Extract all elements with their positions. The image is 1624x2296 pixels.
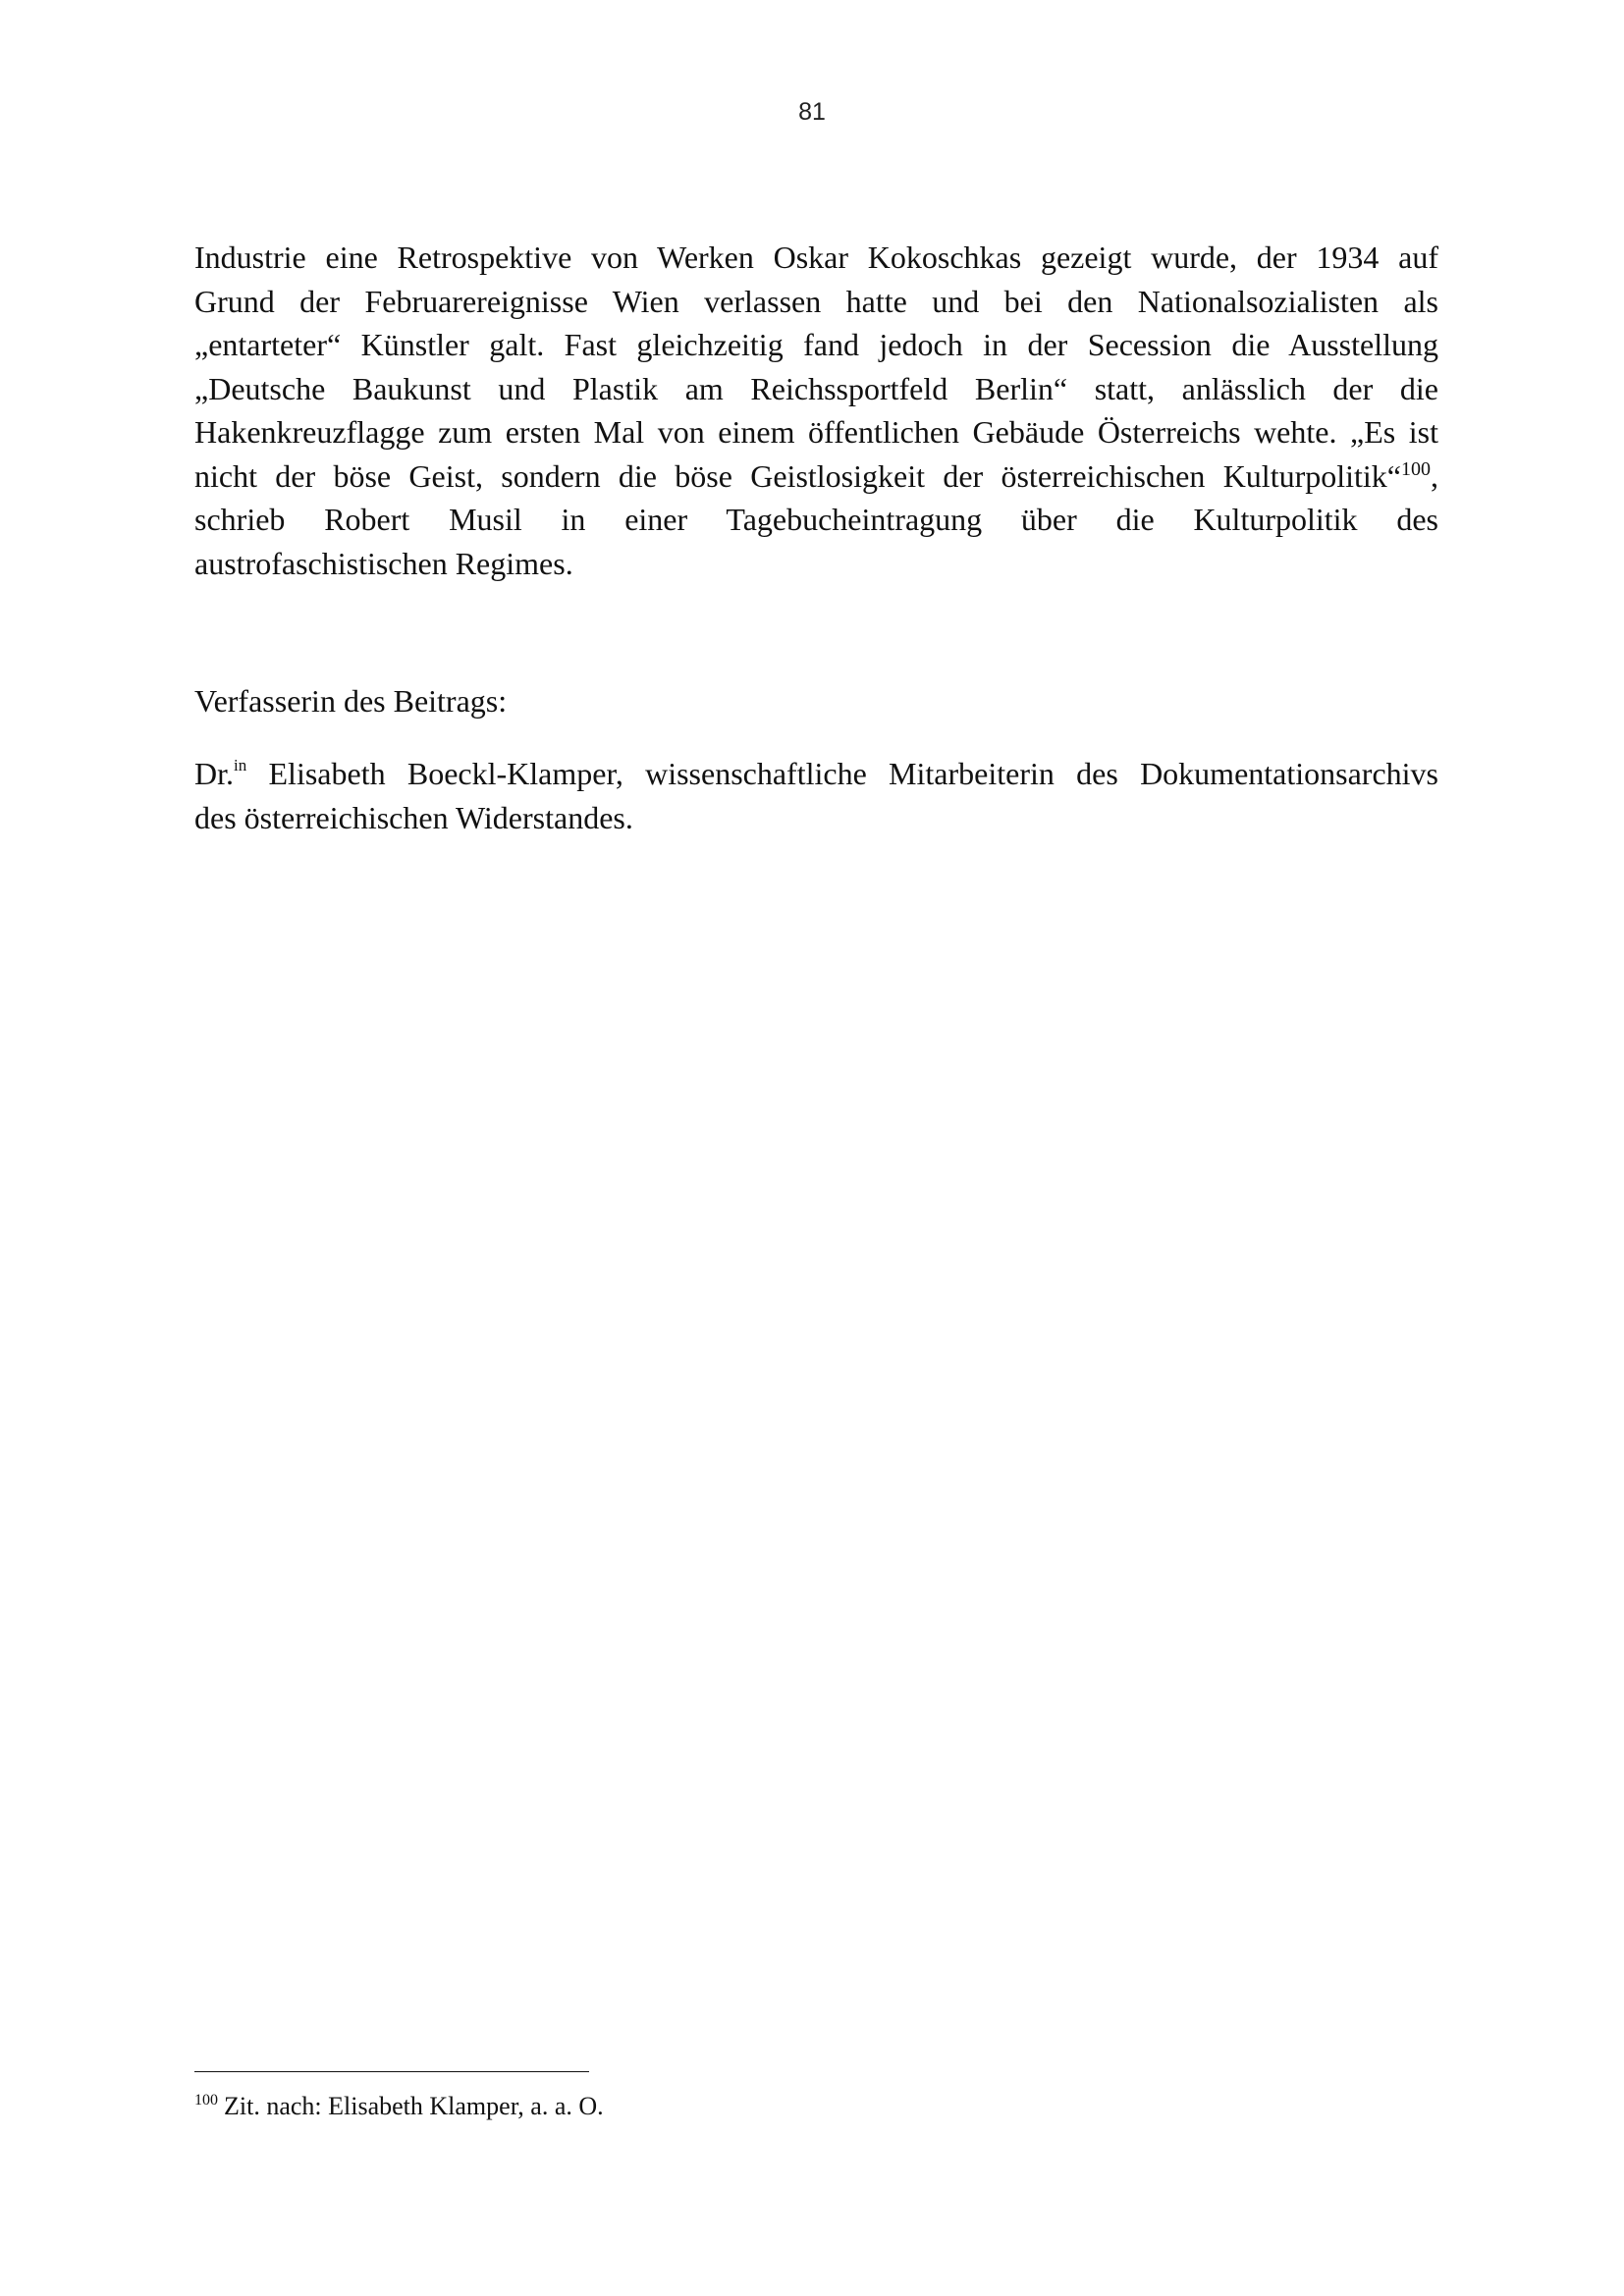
- paragraph-line: austrofaschistischen Regimes.: [194, 545, 573, 581]
- author-heading: Verfasserin des Beitrags:: [194, 683, 508, 719]
- footnote-reference[interactable]: 100: [1401, 457, 1431, 480]
- paragraph-line-with-footnote: [194, 454, 1438, 499]
- paragraph-line: Hakenkreuzflagge zum ersten Mal von einem öffentlichen Gebäude Österreichs wehte. „Es ist: [194, 414, 1438, 450]
- paragraph-line: „entarteter“ Künstler galt. Fast gleichzeitig fand jedoch in der Secession die Ausstellung: [194, 327, 1438, 362]
- author-bio-line: [194, 752, 1438, 796]
- paragraph-line: „Deutsche Baukunst und Plastik am Reichssportfeld Berlin“ statt, anlässlich der die: [194, 370, 1438, 406]
- paragraph-line: Industrie eine Retrospektive von Werken Oskar Kokoschkas gezeigt wurde, der 1934 auf: [194, 240, 1438, 275]
- footnote-number: 100: [194, 2092, 218, 2109]
- author-title: Dr.: [194, 756, 234, 791]
- author-bio: [194, 752, 1438, 839]
- page-number: 81: [798, 98, 826, 126]
- paragraph-line-punctuation: ,: [1431, 457, 1438, 494]
- footnote: [194, 2091, 604, 2122]
- paragraph-line: schrieb Robert Musil in einer Tagebucheintragung über die Kulturpolitik des: [194, 502, 1438, 537]
- footnote-separator: [194, 2071, 589, 2072]
- author-bio-text: Elisabeth Boeckl-Klamper, wissenschaftliche Mitarbeiterin des Dokumentationsarchivs: [246, 756, 1438, 791]
- paragraph-line-text: nicht der böse Geist, sondern die böse Geistlosigkeit der österreichischen Kulturpolitik“: [194, 457, 1401, 494]
- author-bio-line: des österreichischen Widerstandes.: [194, 799, 633, 835]
- author-title-superscript: in: [234, 756, 247, 774]
- paragraph-line: Grund der Februarereignisse Wien verlassen hatte und bei den Nationalsozialisten als: [194, 283, 1438, 319]
- footnote-text: Zit. nach: Elisabeth Klamper, a. a. O.: [224, 2092, 604, 2120]
- main-paragraph: [194, 236, 1438, 585]
